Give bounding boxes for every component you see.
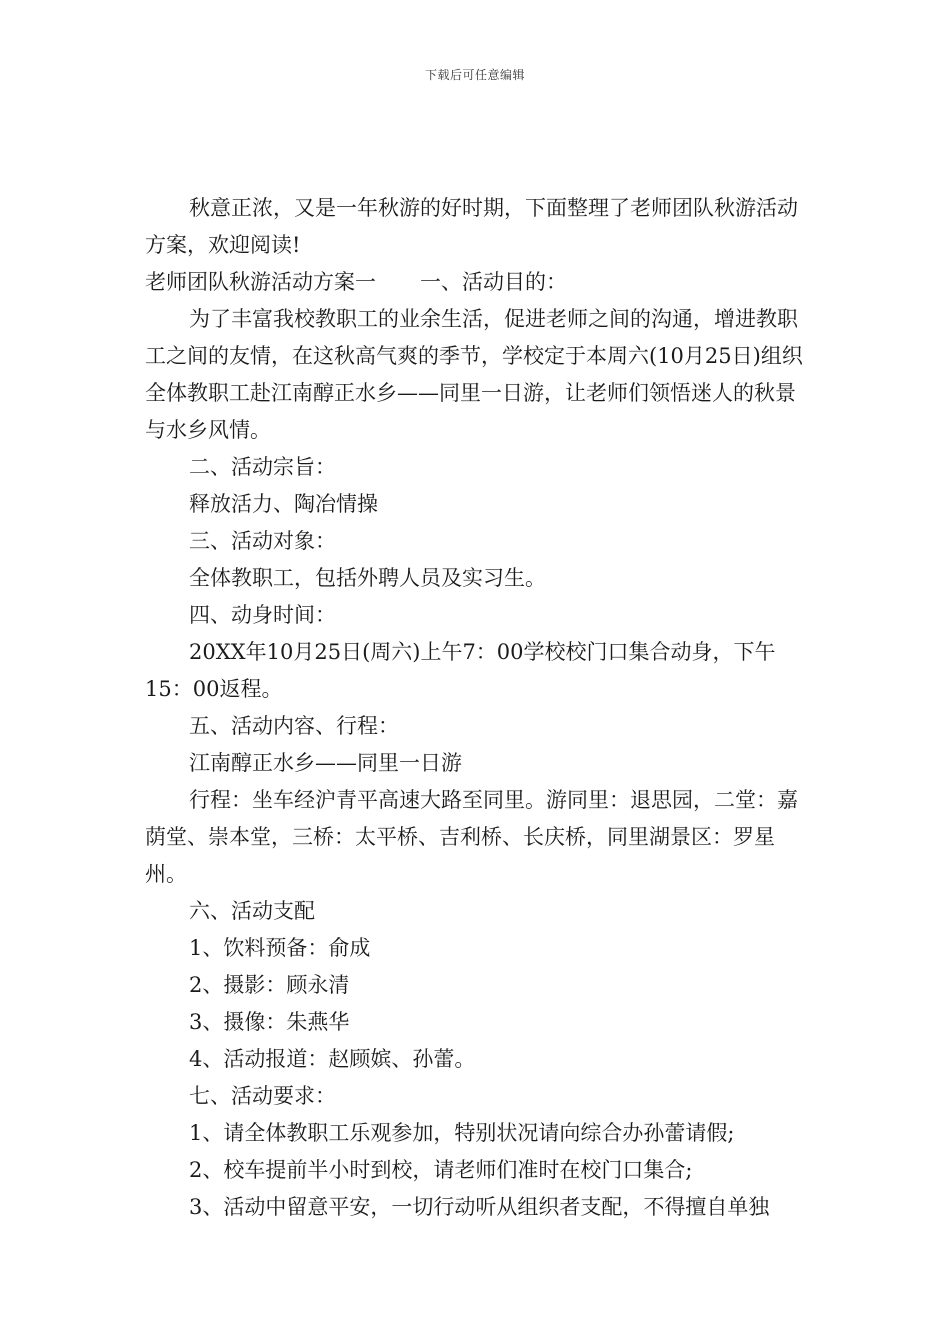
section5-heading: 五、活动内容、行程： (189, 714, 399, 738)
section1-body: 为了丰富我校教职工的业余生活，促进老师之间的沟通，增进教职工之间的友情，在这秋高气爽的季节，学校定于本周六(10月25日)组织全体教职工赴江南醇正水乡——同里一日游，让老师们领悟迷人的秋景与水乡风情。 (145, 307, 803, 442)
plan-title: 老师团队秋游活动方案一 (145, 270, 376, 294)
section7-heading: 七、活动要求： (189, 1084, 336, 1108)
section5-line1: 江南醇正水乡——同里一日游 (189, 751, 462, 775)
section3-body: 全体教职工，包括外聘人员及实习生。 (189, 566, 546, 590)
plan-title-line (145, 264, 810, 301)
section1-heading: 一、活动目的： (420, 270, 567, 294)
intro-paragraph: 秋意正浓，又是一年秋游的好时期，下面整理了老师团队秋游活动方案，欢迎阅读! (145, 196, 798, 257)
section6-item: 1、饮料预备：俞成 (189, 936, 371, 960)
section6-heading: 六、活动支配 (189, 899, 315, 923)
section5-line2: 行程：坐车经沪青平高速大路至同里。游同里：退思园，二堂：嘉荫堂、崇本堂，三桥：太平桥、吉利桥、长庆桥，同里湖景区：罗星州。 (145, 788, 798, 886)
section6-item: 4、活动报道：赵顾嫔、孙蕾。 (189, 1047, 476, 1071)
section7-item: 3、活动中留意平安，一切行动听从组织者支配，不得擅自单独 (189, 1195, 770, 1219)
section4-heading: 四、动身时间： (189, 603, 336, 627)
section6-item: 3、摄像：朱燕华 (189, 1010, 350, 1034)
section7-item: 2、校车提前半小时到校，请老师们准时在校门口集合; (189, 1158, 693, 1182)
section2-heading: 二、活动宗旨： (189, 455, 336, 479)
section2-body: 释放活力、陶冶情操 (189, 492, 378, 516)
page-header-note: 下载后可任意编辑 (424, 68, 525, 82)
document-body (145, 190, 810, 1226)
section4-body: 20XX年10月25日(周六)上午7：00学校校门口集合动身，下午15：00返程。 (145, 640, 776, 701)
section6-item: 2、摄影：顾永清 (189, 973, 350, 997)
section7-item: 1、请全体教职工乐观参加，特别状况请向综合办孙蕾请假; (189, 1121, 735, 1145)
section3-heading: 三、活动对象： (189, 529, 336, 553)
